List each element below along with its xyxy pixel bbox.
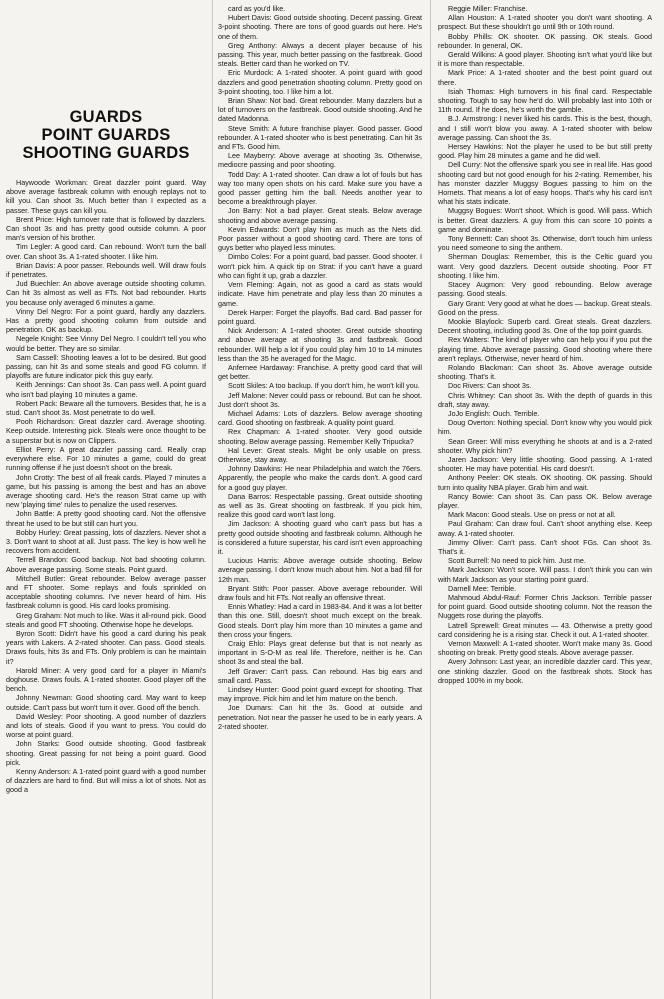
player-entry: Avery Johnson: Last year, an incredible dazzler card. This year, one stinking dazzler. Good on the fastbreak shots. Stock has dropped 100% in my book. <box>438 657 652 685</box>
player-entry: Sherman Douglas: Remember, this is the Celtic guard you want. Very good dazzlers. Decent outside shooting. Poor FT shooting. I like him. <box>438 252 652 280</box>
player-entry: card as you'd like. <box>228 4 286 13</box>
player-entry: Jon Barry: Not a bad player. Great steals. Below average shooting and above average passing. <box>218 206 422 225</box>
player-entry: Mitchell Butler: Great rebounder. Below average passer and FT shooter. Some replays and fouls sprinkled on acceptable shooting columns. I've never heard of him. His fastbreak column is good. His card looks promising. <box>6 573 206 611</box>
player-entry: Hubert Davis: Good outside shooting. Decent passing. Great 3-point shooting. There are tons of good guards out here. He's one of them. <box>218 13 422 41</box>
player-entry: Keith Jennings: Can shoot 3s. Can pass well. A point guard who isn't bad playing 10 minutes a game. <box>6 380 206 399</box>
player-entry: Vern Fleming: Again, not as good a card as stats would indicate. Have him penetrate and play less than 20 minutes a game. <box>218 280 422 308</box>
player-entry: Anfernee Hardaway: Franchise. A pretty good card that will get better. <box>218 362 422 382</box>
player-entry: Steve Smith: A future franchise player. Good passer. Good rebounder. A 1-rated shooter who is best penetrating. Can hit 3s and FTs. Good him. <box>218 123 422 152</box>
player-entry: B.J. Armstrong: I never liked his cards. This is the best, though, and I still won't blow you away. A 1-rated shooter with below average passing. Can shoot the 3s. <box>438 114 652 142</box>
heading-line-3: SHOOTING GUARDS <box>22 144 190 162</box>
player-entry: Brian Davis: A poor passer. Rebounds well. Will draw fouls if penetrates. <box>6 260 206 280</box>
player-entry: Mahmoud Abdul-Rauf: Former Chris Jackson. Terrible passer for point guard. Good outside shooting column. Not the reason the Nuggets rose during the playoffs. <box>438 593 652 621</box>
player-entry: Jaren Jackson: Very little shooting. Good passing. A 1-rated shooter. He may have potential. His card doesn't. <box>438 454 652 474</box>
player-entry: Sean Greer: Will miss everything he shoots at and is a 2-rated shooter. Why pick him? <box>438 436 652 455</box>
column-2 <box>218 4 422 999</box>
heading-line-1: GUARDS <box>69 108 143 126</box>
player-entry: Elliot Perry: A great dazzler passing card. Really crap everywhere else. For 10 minutes a game, could do great running offense if he just doesn't shoot on the break. <box>6 444 206 473</box>
player-entry: Gary Grant: Very good at what he does — backup. Great steals. Good on the press. <box>438 298 652 317</box>
player-entry: Vernon Maxwell: A 1-rated shooter. Won't make many 3s. Good shooting on break. Pretty good steals. Above average passer. <box>438 639 652 658</box>
player-entry: Byron Scott: Didn't have his good a card during his peak years with Lakers. A 2-rated shooter. Can pass. Good steals. Draws fouls, hits 3s and FTs. Only problem is can he maintain it? <box>6 628 206 666</box>
player-entry: Gerald Wilkins: A good player. Shooting isn't what you'd like but it is more than respectable. <box>438 50 652 69</box>
column-3-entries <box>438 4 652 685</box>
player-entry: Scott Skiles: A too backup. If you don't him, he won't kill you. <box>228 381 420 391</box>
player-entry: John Starks: Good outside shooting. Good fastbreak shooting. Great passing for not being a point guard. Good pick. <box>6 739 206 767</box>
player-entry: Haywoode Workman: Great dazzler point guard. Way above average fastbreak column with enough replays not to kill you. Can shoot 3s. Much better than I expected as a passer. These guys can kill you. <box>6 178 206 215</box>
player-entry: Mark Jackson: Won't score. Will pass. I don't think you can win with Mark Jackson as your starting point guard. <box>438 565 652 584</box>
player-entry: Hal Lever: Great steals. Might be only usable on press. Otherwise, stay away. <box>218 445 422 464</box>
player-entry: David Wesley: Poor shooting. A good number of dazzlers and lots of steals. Good if you want to press. You could do worse at point guard. <box>6 711 206 740</box>
column-1-entries <box>6 178 206 795</box>
column-2-entries <box>218 4 422 731</box>
player-entry: Sam Cassell: Shooting leaves a lot to be desired. But good passing, can hit 3s and some steals and good FG column. If playoffs are future indicator pick this guy early. <box>6 352 206 381</box>
player-entry: Bobby Phills: OK shooter. OK passing. OK steals. Good rebounder. In general, OK. <box>438 31 652 50</box>
player-entry: Jeff Graver: Can't pass. Can rebound. Has big ears and small card. Pass. <box>218 666 422 685</box>
player-entry: Dana Barros: Respectable passing. Great outside shooting as well as 3s. Great shooting on fastbreak. If you pick him, realize this good card won't last long. <box>218 491 422 520</box>
player-entry: Johnny Newman: Good shooting card. May want to keep outside. Can't pass but won't turn it over. Good off the bench. <box>6 693 206 712</box>
player-entry: Dimbo Coles: For a point guard, bad passer. Good shooter. I won't pick him. A quick tip on Strat: if you can't have a guard who can fight it up, grab a dazzler. <box>218 252 422 280</box>
heading-line-2: POINT GUARDS <box>41 126 171 144</box>
player-entry: Chris Whitney: Can shoot 3s. With the depth of guards in this draft, stay away. <box>438 390 652 409</box>
player-entry: Jud Buechler: An above average outside shooting column. Can hit 3s almost as well as FTs. Not bad rebounder. Hurts you because only averaged 6 minutes a game. <box>6 279 206 307</box>
player-entry: Hersey Hawkins: Not the player he used to be but still pretty good. Play him 28 minutes a game and he did well. <box>438 142 652 161</box>
player-entry: Craig Ehlo: Plays great defense but that is not nearly as important in S-O-M as real life. Therefore, neither is he. Can shoot 3s and steal the ball. <box>218 639 422 667</box>
player-entry: Reggie Miller: Franchise. <box>448 4 528 13</box>
player-entry: Joe Dumars: Can hit the 3s. Good at outside and penetration. Not near the passer he used to be in early years. A 2-rated shooter. <box>218 703 422 731</box>
player-entry: Terrell Brandon: Good backup. Not bad shooting column. Above average passing. Some steals. Point guard. <box>6 555 206 574</box>
player-entry: Lucious Harris: Above average outside shooting. Below average passing. I don't know much about him. Not a bad fill for 12th man. <box>218 556 422 584</box>
player-entry: Rex Walters: The kind of player who can help you if you put the playing time. Above average passing. Good shooting where there aren't replays. Otherwise, never heard of him. <box>438 335 652 363</box>
player-entry: Bryant Stith: Poor passer. Above average rebounder. Will draw fouls and hit FTs. Not really an offensive threat. <box>218 583 422 602</box>
column-divider <box>212 0 213 999</box>
player-entry: Greg Anthony: Always a decent player because of his passing. This year, much better passing on the fastbreak. Good steals. Better card than he worked on TV. <box>218 40 422 69</box>
player-entry: Eric Murdock: A 1-rated shooter. A point guard with good dazzlers and good penetration shooting column. Pretty good on 3-point shooting, too. I like him a lot. <box>218 68 422 96</box>
player-entry: Derek Harper: Forget the playoffs. Bad card. Bad passer for point guard. <box>218 307 422 326</box>
player-entry: Todd Day: A 1-rated shooter. Can draw a lot of fouls but has way too many open shots on his card. Make sure you have a good passer getting him the ball. Needs another year to become a breakthrough player. <box>218 169 422 207</box>
player-entry: Latrell Sprewell: Great minutes — 43. Otherwise a pretty good card considering he is a rising star. Check it out. A 1-rated shooter. <box>438 620 652 639</box>
player-entry: Brian Shaw: Not bad. Great rebounder. Many dazzlers but a lot of turnovers on the fastbreak. Good outside shooting. And he dated Madonna. <box>218 96 422 124</box>
player-entry: Harold Miner: A very good card for a player in Miami's doghouse. Draws fouls. A 1-rated shooter. Good player off the bench. <box>6 665 206 694</box>
player-entry: Scott Burrell: No need to pick him. Just me. <box>448 556 586 566</box>
player-entry: Darnell Mee: Terrible. <box>448 583 517 593</box>
player-entry: Robert Pack: Beware all the turnovers. Besides that, he is a stud. Can't shoot 3s. Most penetrate to do well. <box>6 398 206 418</box>
player-entry: Ennis Whatley: Had a card in 1983-84. And it was a lot better than this one. Still, doesn't shoot much except on the break. Good steals. Don't play him more than 10 minutes a game and then cross your fingers. <box>218 602 422 639</box>
player-entry: Rancy Bowie: Can shoot 3s. Can pass OK. Below average player. <box>438 491 652 510</box>
player-entry: Paul Graham: Can draw foul. Can't shoot anything else. Keep away. A 1-rated shooter. <box>438 519 652 538</box>
player-entry: Nick Anderson: A 1-rated shooter. Great outside shooting and above average at shooting 3s and fastbreak. Good rebounder. Will help a lot if you could play him 10 to 14 minutes less than the 35 he averaged for the Magic. <box>218 326 422 363</box>
player-entry: Rolando Blackman: Can shoot 3s. Above average outside shooting. That's it. <box>438 362 652 382</box>
player-entry: Brent Price: High turnover rate that is followed by dazzlers. Can shoot 3s and has pretty good outside column. A poor man's version of his brother. <box>6 214 206 243</box>
player-entry: Rex Chapman: A 1-rated shooter. Very good outside shooting. Below average passing. Remember Kelly Tripucka? <box>218 427 422 446</box>
player-entry: Lindsey Hunter: Good point guard except for shooting. That may improve. Pick him and let him mature on the bench. <box>218 685 422 704</box>
player-entry: Stacey Augmon: Very good rebounding. Below average passing. Good steals. <box>438 280 652 299</box>
player-entry: Muggsy Bogues: Won't shoot. Which is good. Will pass. Which is better. Great dazzlers. A guy from this can score 10 points a game and dominate. <box>438 206 652 234</box>
player-entry: Lee Mayberry: Above average at shooting 3s. Otherwise, mediocre passing and poor shooting. <box>218 151 422 170</box>
player-entry: Negele Knight: See Vinny Del Negro. I couldn't tell you who would be better. They are so similar. <box>6 334 206 353</box>
player-entry: Anthony Peeler: OK steals. OK shooting. OK passing. Should turn into quality NBA player. Grab him and wait. <box>438 473 652 492</box>
player-entry: Pooh Richardson: Great dazzler card. Average shooting. Keep outside. Interesting pick. Steals were once thought to be a superstar but is now on Clippers. <box>6 417 206 445</box>
player-entry: Tim Legler: A good card. Can rebound. Won't turn the ball over. Can shoot 3s. A 1-rated shooter. I like him. <box>6 242 206 261</box>
player-entry: John Battle: A pretty good shooting card. Not the offensive threat he used to be but still can hurt you. <box>6 509 206 528</box>
player-entry: Isiah Thomas: High turnovers in his final card. Respectable shooting. Tough to say how he'd do. Will probably last into 10th or 11th round. If he does, he's worth the gamble. <box>438 86 652 115</box>
column-3 <box>438 4 652 999</box>
article-heading <box>6 108 206 162</box>
player-entry: Jimmy Oliver: Can't pass. Can't shoot FGs. Can shoot 3s. That's it. <box>438 537 652 556</box>
player-entry: JoJo English: Ouch. Terrible. <box>448 408 540 418</box>
player-entry: John Crotty: The best of all freak cards. Played 7 minutes a game, but his passing is among the best and has an above average shooting card. He's the reason Strat came up with new 'playing time' rules to penalize the used reserves. <box>6 472 206 510</box>
player-entry: Allan Houston: A 1-rated shooter you don't want shooting. A prospect. But these shouldn't go until 9th or 10th round. <box>438 13 652 32</box>
player-entry: Jim Jackson: A shooting guard who can't pass but has a pretty good outside shooting and fastbreak column. Although he is considered a future superstar, his card isn't even approaching it. <box>218 519 422 556</box>
player-entry: Doc Rivers: Can shoot 3s. <box>448 381 532 391</box>
player-entry: Johnny Dawkins: He near Philadelphia and watch the 76ers. Apparently, the people who make the cards don't. A good card for a good guy player. <box>218 464 422 492</box>
player-entry: Jeff Malone: Never could pass or rebound. But can he shoot. Just don't shoot 3s. <box>218 390 422 409</box>
player-entry: Greg Graham: Not much to like. Was it all-round pick. Good steals and good FT shooting. Otherwise hope he develops. <box>6 610 206 629</box>
player-entry: Vinny Del Negro: For a point guard, hardly any dazzlers. Has a pretty good shooting column from outside and penetration. OK as backup. <box>6 306 206 335</box>
player-entry: Tony Bennett: Can shoot 3s. Otherwise, don't touch him unless you need someone to sing the anthem. <box>438 234 652 253</box>
column-divider <box>430 0 431 999</box>
player-entry: Doug Overton: Nothing special. Don't know why you would pick him. <box>438 418 652 437</box>
player-entry: Michael Adams: Lots of dazzlers. Below average shooting card. Good shooting on fastbreak. A quality point guard. <box>218 408 422 428</box>
player-entry: Mookie Blaylock: Superb card. Great steals. Great dazzlers. Decent shooting, including good 3s. One of the top point guards. <box>438 316 652 336</box>
column-1 <box>6 4 206 999</box>
player-entry: Kevin Edwards: Don't play him as much as the Nets did. Poor passer without a good shooting card. There are tons of guys better who played less minutes. <box>218 224 422 253</box>
player-entry: Kenny Anderson: A 1-rated point guard with a good number of dazzlers are hard to find. But will miss a lot of shots. Not as good a <box>6 767 206 795</box>
player-entry: Mark Macon: Good steals. Use on press or not at all. <box>448 510 616 520</box>
player-entry: Bobby Hurley: Great passing, lots of dazzlers. Never shot a 3. Don't want to shoot at all. Just pass. The key is how well he recovers from accident. <box>6 527 206 556</box>
player-entry: Dell Curry: Not the offensive spark you see in real life. Has good shooting card but not good enough for his 2-rating. Remember, his has monster dazzler Muggsy Bogues passing to him on the Hornets. That means a lot of easy hoops. That's why his card isn't what his stats indicate. <box>438 160 652 207</box>
player-entry: Mark Price: A 1-rated shooter and the best point guard out there. <box>438 68 652 87</box>
